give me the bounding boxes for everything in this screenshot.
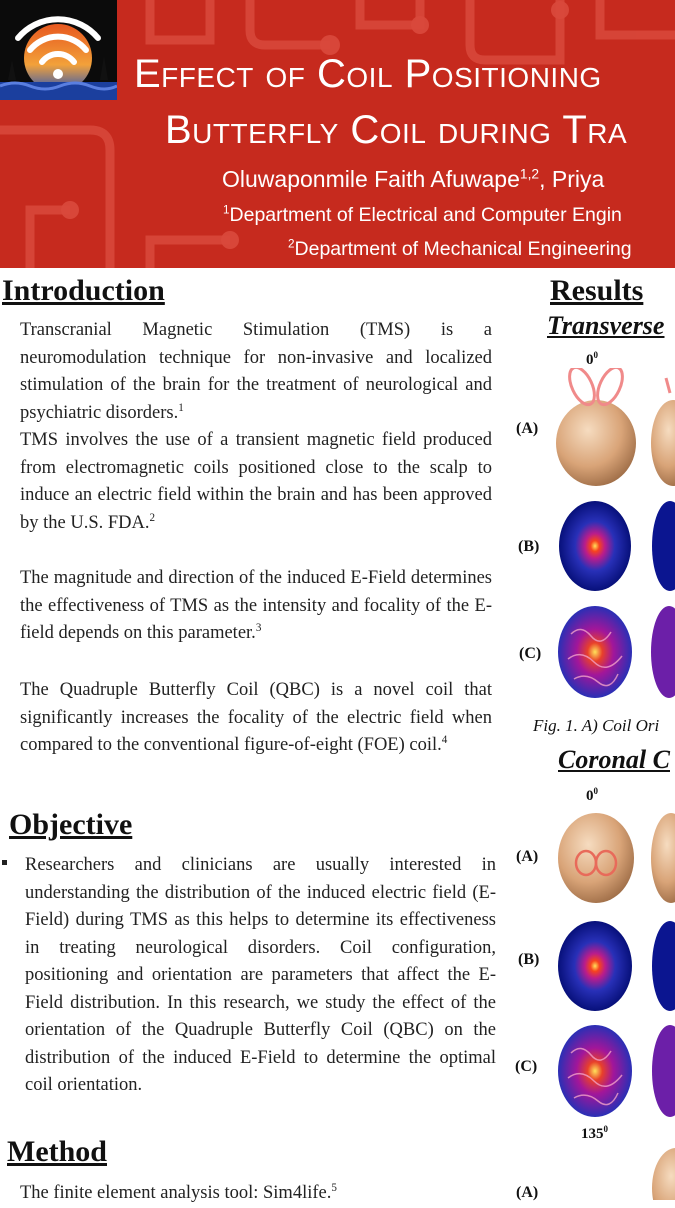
results-heading: Results (550, 274, 644, 307)
poster-title-line-1: Effect of Coil Positioning (134, 52, 602, 96)
transverse-title: Transverse (547, 311, 665, 340)
objective-heading: Objective (9, 808, 133, 841)
coronal-brain-efield-figure (556, 1023, 675, 1119)
row-label-a-135: (A) (516, 1184, 539, 1201)
angle-label-135: $135^0$ (581, 1124, 608, 1142)
introduction-heading: Introduction (2, 274, 165, 307)
bullet-marker (2, 860, 7, 865)
efield-map-figure (558, 498, 675, 594)
method-heading: Method (7, 1135, 107, 1168)
affiliation-2: $^2$Department of Mechanical Engineering (288, 237, 632, 260)
coronal-row-label-a: (A) (516, 848, 539, 865)
poster-title-line-2: Butterfly Coil during Tra (165, 108, 628, 152)
figure-1-caption: Fig. 1. A) Coil Ori (533, 716, 660, 735)
coronal-efield-map-figure (556, 918, 675, 1014)
coronal-head-model-figure (556, 808, 675, 908)
coronal-title: Coronal C (558, 745, 670, 774)
intro-paragraph-2: TMS involves the use of a transient magnetic field produced from electromagnetic coils positioned close to the scalp to induce an electric field within the brain and has been approved by the U.S. FDA.$^2$ (20, 430, 492, 533)
brain-efield-figure (556, 604, 675, 700)
objective-paragraph: Researchers and clinicians are usually interested in understanding the distribution of the induced electric field (E-Field) during TMS as this helps to determine its effectiveness in treating neurological disorders. Coil configuration, positioning and orientation are parameters that affect the E-Field distribution. In this research, we study the effect of the orientation of the Quadruple Butterfly Coil (QBC) on the distribution of the induced E-Field to determine the optimal coil orientation. (25, 855, 496, 1095)
row-label-a: (A) (516, 420, 539, 437)
head-model-135-figure (648, 1148, 675, 1200)
angle-label-0-coronal: $0^0$ (586, 786, 598, 804)
angle-label-0: $0^0$ (586, 350, 598, 368)
author-list: Oluwaponmile Faith Afuwape$^{1,2}$, Priya (222, 166, 605, 192)
row-label-b: (B) (518, 538, 540, 555)
intro-paragraph-4: The Quadruple Butterfly Coil (QBC) is a novel coil that significantly increases the focality of the electric field when compared to the conventional figure-of-eight (FOE) coil.$^4$ (20, 680, 492, 755)
affiliation-1: $^1$Department of Electrical and Computer Engin (223, 203, 622, 226)
coronal-row-label-c: (C) (515, 1058, 538, 1075)
coronal-row-label-b: (B) (518, 951, 540, 968)
intro-paragraph-1: Transcranial Magnetic Stimulation (TMS) is a neuromodulation technique for non-invasive and localized stimulation of the brain for the treatment of neurological and psychiatric disorders.$^1$ (20, 320, 492, 423)
intro-paragraph-3: The magnitude and direction of the induced E-Field determines the effectiveness of TMS as the intensity and focality of the E-field depends on this parameter.$^3$ (20, 568, 492, 643)
header-banner (0, 0, 675, 268)
row-label-c: (C) (519, 645, 542, 662)
method-paragraph: The finite element analysis tool: Sim4life.$^5$ (20, 1181, 337, 1203)
head-model-figure (548, 368, 675, 490)
wifi-sunset-logo (0, 0, 117, 100)
